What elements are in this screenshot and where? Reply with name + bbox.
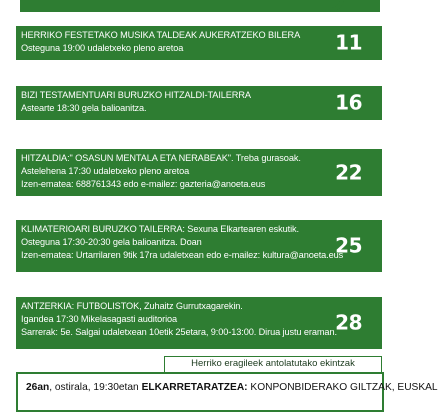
announcement-title: ELKARRETARATZEA: <box>141 382 248 393</box>
event-card <box>16 26 382 60</box>
event-detail: Izen-ematea: 688761343 edo e-mailez: gazteria@anoeta.eus <box>21 179 266 189</box>
announcement-text: , ostirala, 19:30etan <box>49 382 142 393</box>
announcement-text: KONPONBIDERAKO GILTZAK, EUSKAL <box>247 382 438 393</box>
header-decoration <box>322 0 344 12</box>
bottom-announcement <box>16 372 438 412</box>
announcement-date: 26an <box>26 382 50 393</box>
event-detail: Sarrerak: 5e. Salgai udaletxean 10etik 25etara, 9:00-13:00. Dirua justu eraman. <box>21 327 337 337</box>
event-detail: Astelehena 17:30 udaletxeko pleno aretoa <box>21 166 190 176</box>
event-title: BIZI TESTAMENTUARI BURUZKO HITZALDI-TAILERRA <box>21 90 251 100</box>
event-card <box>16 149 382 196</box>
event-title: HITZALDIA:" OSASUN MENTALA ETA NERABEAK". Treba gurasoak. <box>21 153 301 163</box>
event-day: 28 <box>335 310 362 335</box>
event-day: 25 <box>335 233 362 258</box>
section-heading: Herriko eragileek antolatutako ekintzak <box>164 356 382 372</box>
event-title: KLIMATERIOARI BURUZKO TAILERRA: Sexuna Elkartearen eskutik. <box>21 224 299 234</box>
event-card <box>16 297 382 349</box>
event-detail: Izen-ematea: Urtarrilaren 9tik 17ra udaletxean edo e-mailez: kultura@anoeta.eus <box>21 250 344 260</box>
event-card <box>16 86 382 120</box>
event-day: 11 <box>335 30 362 55</box>
event-day: 22 <box>335 160 362 184</box>
event-title: ANTZERKIA: FUTBOLISTOK, Zuhaitz Gurrutxagarekin. <box>21 301 243 311</box>
header-bar <box>20 0 380 12</box>
event-day: 16 <box>335 90 362 115</box>
event-detail: Osteguna 17:30-20:30 gela balioanitza. Doan <box>21 237 202 247</box>
event-title: HERRIKO FESTETAKO MUSIKA TALDEAK AUKERATZEKO BILERA <box>21 30 301 40</box>
event-detail: Igandea 17:30 Mikelasagasti auditorioa <box>21 314 178 324</box>
event-detail: Osteguna 19:00 udaletxeko pleno aretoa <box>21 43 184 53</box>
event-detail: Astearte 18:30 gela balioanitza. <box>21 103 147 113</box>
event-card <box>16 220 382 272</box>
